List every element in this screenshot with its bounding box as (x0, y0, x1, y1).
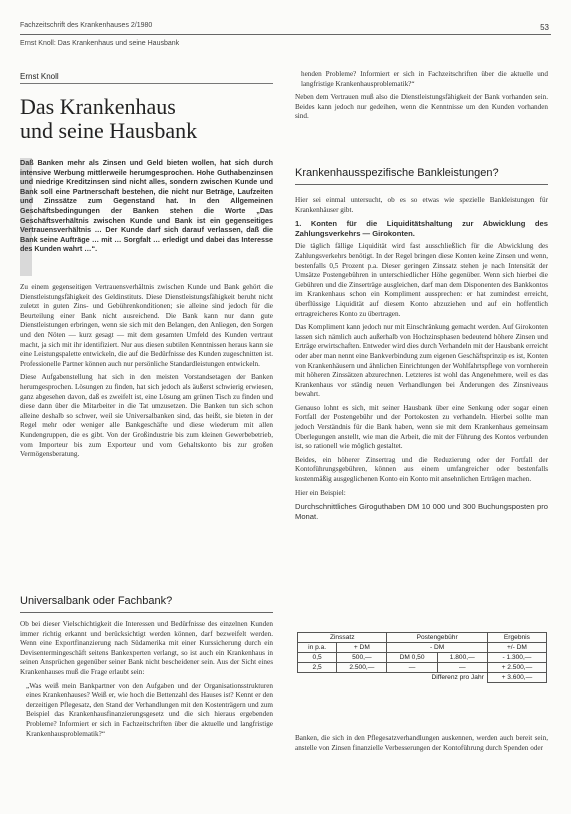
table-row (298, 653, 547, 663)
section-heading-universalbank: Universalbank oder Fachbank? (20, 595, 173, 607)
section-rule (20, 612, 273, 613)
difference-value: + 3.600,— (487, 673, 546, 683)
section-heading-bankleistungen: Krankenhausspezifische Bankleistungen? (295, 167, 499, 179)
table-subheader: - DM (387, 643, 487, 653)
body-paragraph: Beides, ein höherer Zinsertrag und die Reduzierung oder der Fortfall der Kontoführungsgebühren, können aus einem umfangreicher oder bestenfalls kostenmäßig ausgeglichenen Konto ein Konto mit ansehnlichen Erträgen machen. (295, 455, 548, 484)
body-paragraph: Neben dem Vertrauen muß also die Dienstleistungsfähigkeit der Bank vorhanden sein. Beides kann jedoch nur gedeihen, wenn die Kenntnisse um den Kunden vorhanden sind. (295, 93, 548, 121)
left-column-section1 (20, 620, 273, 743)
point-heading: 1. Konten für die Liquiditätshaltung zur Abwicklung des Zahlungsverkehrs — Girokonten. (295, 219, 548, 238)
table-cell: — (437, 663, 487, 673)
title-line-1: Das Krankenhaus (20, 94, 176, 119)
difference-label: Differenz pro Jahr (431, 674, 484, 682)
example-table (297, 632, 547, 683)
right-column-intro (295, 70, 548, 126)
title-line-2: und seine Hausbank (20, 118, 198, 143)
body-paragraph: Ob bei dieser Vielschichtigkeit die Interessen und Bedürfnisse des einzelnen Kunden immer richtig erkannt und berücksichtigt werden können, darf bezweifelt werden. Wenn eine Exportfinanzierung nach Südamerika mit einer Kurssicherung durch ein Devisentermingeschäft seitens Bankexperten verlangt, so ist auch ein Krankenhaus in seinen Ansprüchen gegenüber seiner Bank nicht bescheidener sein. Aus der Sicht eines Krankenhauses muß die Frage erlaubt sein: (20, 620, 273, 676)
quote-continuation: henden Probleme? Informiert er sich in Fachzeitschriften über die aktuelle und langfristige Krankenhausproblematik?“ (301, 70, 548, 88)
section-rule (295, 184, 548, 185)
page-number: 53 (540, 23, 549, 32)
journal-header: Fachzeitschrift des Krankenhauses 2/1980 (20, 22, 153, 29)
table-cell: — (387, 663, 437, 673)
body-paragraph: Das Kompliment kann jedoch nur mit Einschränkung gemacht werden. Auf Girokonten lassen sich nämlich auch außerhalb von Hochzinsphasen bedeutend höhere Zinsen und Erträge erwirtschaften. Entweder wird dies durch Verhandeln mit der Hausbank erreicht oder aber man nennt eine Bankverbindung zum eigenen Geschäftsprinzip es ist, Konten von Krankenhäusern und ähnlichen Einrichtungen der Wohlfahrtspflege von vornherein mit höheren Zinssätzen abzurechnen. Letzteres ist wohl das Angenehmere, weil es das Krankenhaus vor ständig neuen Verhandlungen bei Änderungen des Zinsniveaus bewahrt. (295, 323, 548, 399)
body-paragraph: Diese Aufgabenstellung hat sich in den meisten Vorstandsetagen der Banken herumgesprochen. Lösungen zu finden, hat sich jedoch als äußerst schwierig erwiesen, ganz abgesehen davon, daß es zweifelt ist, eine Lösung am grünen Tisch zu finden und diese dann über die Mitarbeiter in die Tat umzusetzen. Die Banken tun sich schon alleine deshalb so schwer, weil sie Universalbanken sind, das heißt, sie bieten in der Regel mehr oder weniger alle Bankgeschäfte und diese wiederum mit allen Kundengruppen, die es gibt. Von der Großindustrie bis zum kleinen Gewerbebetrieb, vom Importeur bis zum Exporteur und vom Gehaltskonto bis zur großen Vermögensberatung. (20, 373, 273, 459)
table-cell: 0,5 (298, 653, 337, 663)
table-subheader: +/- DM (487, 643, 546, 653)
table-cell: 500,— (337, 653, 387, 663)
table-subheader: + DM (337, 643, 387, 653)
table-header: Zinssatz (298, 633, 387, 643)
table-header: Postengebühr (387, 633, 487, 643)
lead-paragraph: Daß Banken mehr als Zinsen und Geld bieten wollen, hat sich durch intensive Werbung mittlerweile herumgesprochen. Hohe Guthabenzinsen und niedrige Kreditzinsen sind nicht alles, sondern zwischen Kunde und Bank soll eine Partnerschaft bestehen, die nicht nur Beträge, Laufzeiten und Zinssätze zum Gegenstand hat. In den Allgemeinen Geschäftsbedingungen der Banken stehen die Worte „Das Geschäftsverhältnis zwischen Kunde und Bank ist ein gegenseitiges Vertrauensverhältnis … Der Kunde darf sich darauf verlassen, daß die Bank seine Aufträge … mit … Sorgfalt … erledigt und dabei das Interesse des Kunden wahrt …“. (20, 158, 273, 254)
right-column-closing (295, 734, 548, 757)
table-cell: 1.800,— (437, 653, 487, 663)
body-paragraph: Genauso lohnt es sich, mit seiner Hausbank über eine Senkung oder sogar einen Fortfall der Postengebühr und der Portokosten zu verhandeln. Hierbei sollte man jedoch Verständnis für die Bank haben, wenn sie mit dem Krankenhaus gemeinsam Überlegungen anstellt, wie man die Arbeit, die mit der Führung des Kontos verbunden ist, so rationell wie möglich gestaltet. (295, 403, 548, 451)
body-paragraph: Banken, die sich in den Pflegesatzverhandlungen auskennen, werden auch bereit sein, anstelle von Zinsen finanzielle Verbesserungen der Kontoführung durch Spenden oder (295, 734, 548, 752)
body-paragraph: Die täglich fällige Liquidität wird fast ausschließlich für die Abwicklung des Zahlungsverkehrs benötigt. In der Regel bringen diese Konten keine Zinsen und wenn, bestenfalls 0,5 Prozent p.a. Dieser geringen Zinssatz stehen je nach Intensität der Umsätze Postengebühren in unterschiedlicher Höhe gegenüber. Wenn sich hierbei die Gebühren und die Zinserträge ausgleichen, darf man dem Disponenten des Bankkontos im Krankenhaus schon ein Kompliment aussprechen: er hat zumindest erreicht, überflüssige Liquidität auf diesem Konto abzuziehen und auf ein hoffentlich ertragreicheres Konto zu übertragen. (295, 242, 548, 318)
article-title (20, 95, 197, 143)
table-cell: DM 0,50 (387, 653, 437, 663)
table-cell: + 2.500,— (487, 663, 546, 673)
header-rule (20, 34, 551, 35)
right-column-body (295, 196, 548, 525)
body-paragraph: Hier ein Beispiel: (295, 488, 346, 497)
table-header: Ergebnis (487, 633, 546, 643)
body-paragraph: Zu einem gegenseitigen Vertrauensverhältnis zwischen Kunde und Bank gehört die Dienstleistungsfähigkeit des Geldinstituts. Diese Dienstleistungsfähigkeit beruht nicht zuletzt in guten Zins- und Gebührenkonditionen; sie alleine sind jedoch für die Beurteilung einer Bank nicht ausreichend. Die Bank kann nur dann gute Dienstleistungen erbringen, wenn sie sich mit den Belangen, den Anliegen, den Sorgen und den Nöten — kurz gesagt — mit dem gesamten Umfeld des Kunden vertraut macht, ja sich mit ihr identifiziert. Nur aus diesen subtilen Kenntnissen heraus kann sie eine Leistungspalette entwickeln, die auf die Bedürfnisse des Kunden zugeschnitten ist. Professionelle Partner können auch nur persönliche Standardleistungen entwickeln. (20, 283, 273, 368)
body-paragraph: Hier sei einmal untersucht, ob es so etwas wie spezielle Bankleistungen für Krankenhäuser gibt. (295, 196, 548, 214)
table-cell: - 1.300,— (487, 653, 546, 663)
example-caption: Durchschnittliches Giroguthaben DM 10 000 und 300 Buchungsposten pro Monat. (295, 502, 548, 521)
table-cell: 2.500,— (337, 663, 387, 673)
author-rule (20, 83, 273, 84)
article-subheader: Ernst Knoll: Das Krankenhaus und seine Hausbank (20, 40, 180, 47)
left-column-body (20, 283, 273, 464)
table-row (298, 663, 547, 673)
quote-paragraph: „Was weiß mein Bankpartner von den Aufgaben und der Organisationsstrukturen eines Krankenhauses? Weiß er, wie hoch die Bettenzahl des Hauses ist? Kennt er den derzeitigen Pflegesatz, den Stand der Verhandlungen mit den Kostenträgern und zum Beispiel das Krankenhausfinanzierungsgesetz und die sich hieraus ergebenden Probleme? Informiert er sich in Fachzeitschriften über die aktuelle und langfristige Krankenhausproblematik?“ (26, 681, 273, 738)
table-cell: 2,5 (298, 663, 337, 673)
table-subheader: in p.a. (298, 643, 337, 653)
author-name: Ernst Knoll (20, 72, 59, 81)
